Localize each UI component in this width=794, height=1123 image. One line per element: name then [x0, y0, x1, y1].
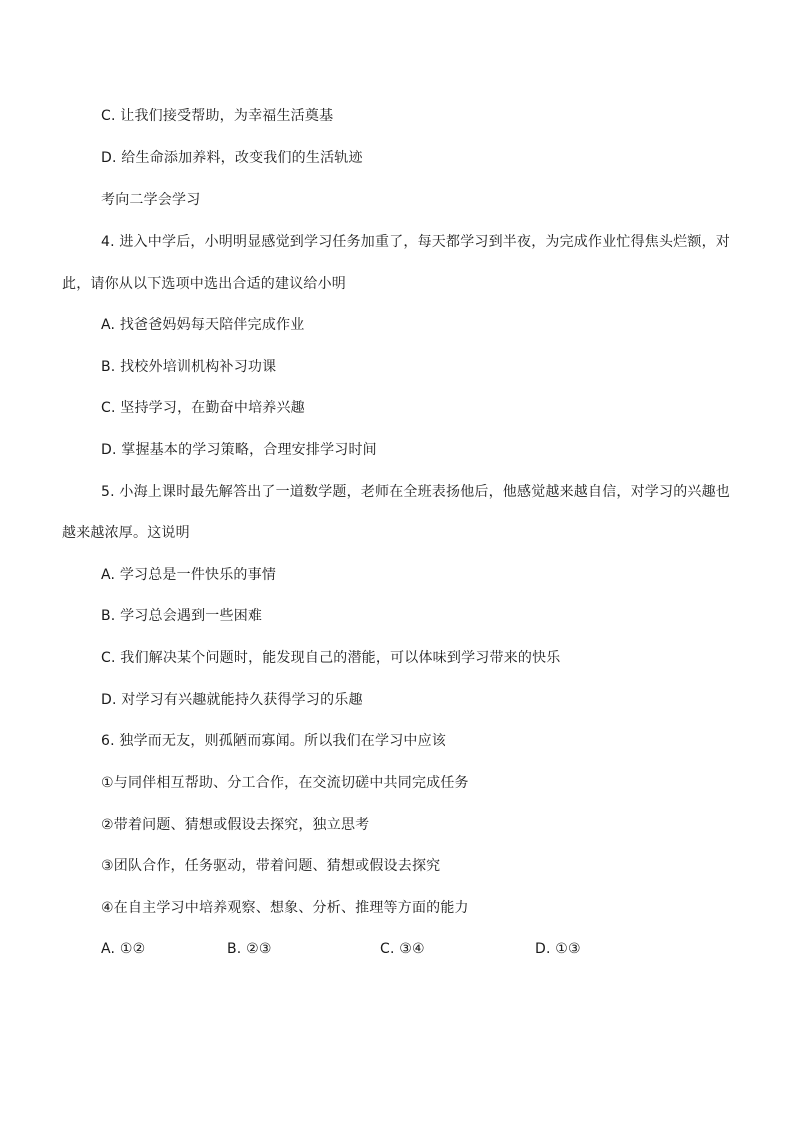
q6-option-a: A. ①②	[101, 941, 146, 957]
q6-statement-2: ②带着问题、猜想或假设去探究，独立思考	[101, 817, 370, 833]
q5-option-a: A. 学习总是一件快乐的事情	[101, 567, 277, 583]
q5-option-b: B. 学习总会遇到一些困难	[101, 608, 263, 624]
q6-statement-4: ④在自主学习中培养观察、想象、分析、推理等方面的能力	[101, 900, 469, 916]
q3-option-d: D. 给生命添加养料，改变我们的生活轨迹	[101, 150, 363, 166]
q4-option-c: C. 坚持学习，在勤奋中培养兴趣	[101, 400, 305, 416]
q5-option-d: D. 对学习有兴趣就能持久获得学习的乐趣	[101, 692, 363, 708]
q4-option-d: D. 掌握基本的学习策略，合理安排学习时间	[101, 442, 377, 458]
q4-option-b: B. 找校外培训机构补习功课	[101, 359, 277, 375]
q6-stem: 6. 独学而无友，则孤陋而寡闻。所以我们在学习中应该	[101, 733, 447, 749]
q6-statement-3: ③团队合作，任务驱动，带着问题、猜想或假设去探究	[101, 858, 441, 874]
q4-stem-line2: 此，请你从以下选项中选出合适的建议给小明	[62, 276, 346, 292]
q6-option-b: B. ②③	[227, 941, 272, 957]
q5-stem-line2: 越来越浓厚。这说明	[62, 525, 190, 541]
q3-option-c: C. 让我们接受帮助，为幸福生活奠基	[101, 108, 334, 124]
section-heading: 考向二学会学习	[101, 192, 201, 208]
q5-stem-line1: 5. 小海上课时最先解答出了一道数学题，老师在全班表扬他后，他感觉越来越自信，对学习的兴趣也	[101, 484, 731, 500]
q5-option-c: C. 我们解决某个问题时，能发现自己的潜能，可以体味到学习带来的快乐	[101, 650, 561, 666]
q6-option-c: C. ③④	[380, 941, 425, 957]
q6-option-d: D. ①③	[535, 941, 581, 957]
q6-options-row	[0, 939, 794, 959]
q4-option-a: A. 找爸爸妈妈每天陪伴完成作业	[101, 317, 305, 333]
q4-stem-line1: 4. 进入中学后，小明明显感觉到学习任务加重了，每天都学习到半夜，为完成作业忙得焦头烂额，对	[101, 234, 731, 250]
q6-statement-1: ①与同伴相互帮助、分工合作，在交流切磋中共同完成任务	[101, 775, 469, 791]
